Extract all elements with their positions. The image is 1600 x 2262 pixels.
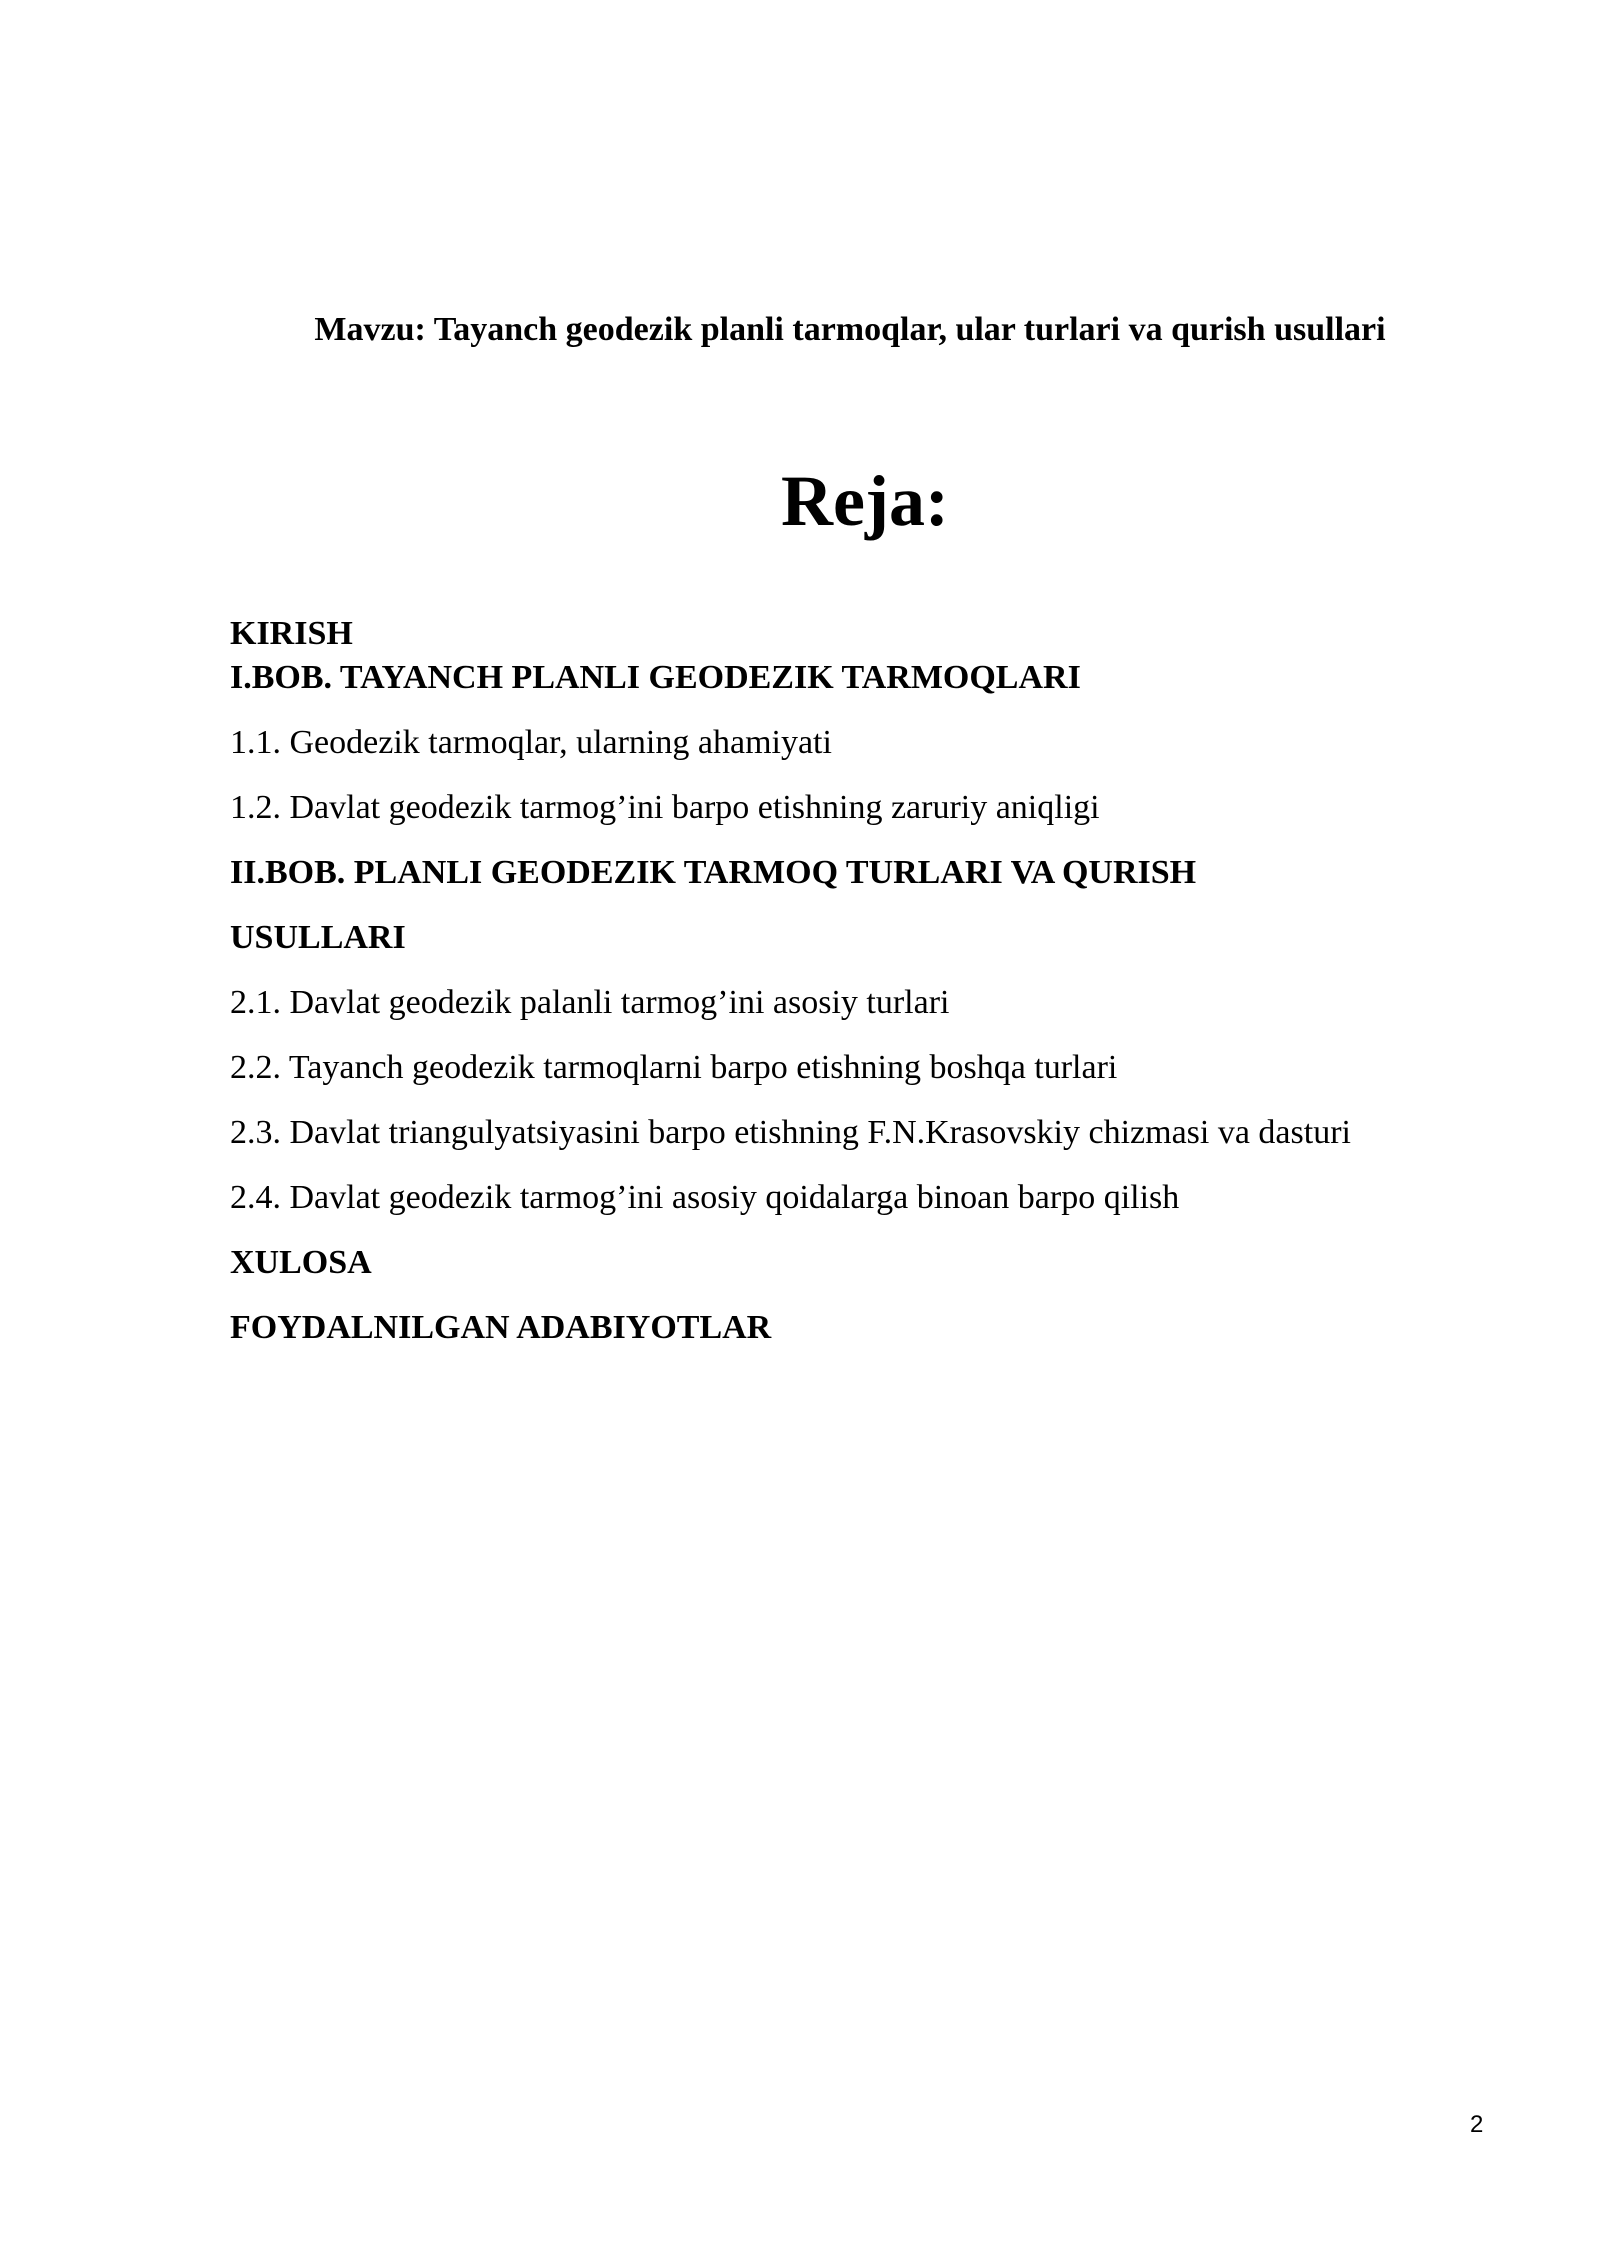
plan-title: Reja: (781, 461, 949, 541)
table-of-contents (230, 612, 1530, 1371)
toc-item-chapter-1: I.BOB. TAYANCH PLANLI GEODEZIK TARMOQLARI (230, 659, 1081, 696)
page-number: 2 (1470, 2111, 1484, 2138)
toc-item-references: FOYDALNILGAN ADABIYOTLAR (230, 1309, 772, 1346)
toc-item-1-2: 1.2. Davlat geodezik tarmog’ini barpo etishning zaruriy aniqligi (230, 789, 1100, 826)
toc-item-conclusion: XULOSA (230, 1244, 372, 1281)
toc-item-2-3: 2.3. Davlat triangulyatsiyasini barpo etishning F.N.Krasovskiy chizmasi va dasturi (230, 1114, 1351, 1151)
subject-heading: Mavzu: Tayanch geodezik planli tarmoqlar, ular turlari va qurish usullari (314, 311, 1386, 348)
toc-item-chapter-2-continued: USULLARI (230, 919, 406, 956)
toc-item-2-2: 2.2. Tayanch geodezik tarmoqlarni barpo etishning boshqa turlari (230, 1049, 1118, 1086)
toc-item-introduction: KIRISH (230, 615, 353, 652)
toc-item-2-1: 2.1. Davlat geodezik palanli tarmog’ini asosiy turlari (230, 984, 950, 1021)
toc-item-2-4: 2.4. Davlat geodezik tarmog’ini asosiy qoidalarga binoan barpo qilish (230, 1179, 1180, 1216)
toc-item-1-1: 1.1. Geodezik tarmoqlar, ularning ahamiyati (230, 724, 832, 761)
toc-item-chapter-2: II.BOB. PLANLI GEODEZIK TARMOQ TURLARI VA QURISH (230, 854, 1197, 891)
